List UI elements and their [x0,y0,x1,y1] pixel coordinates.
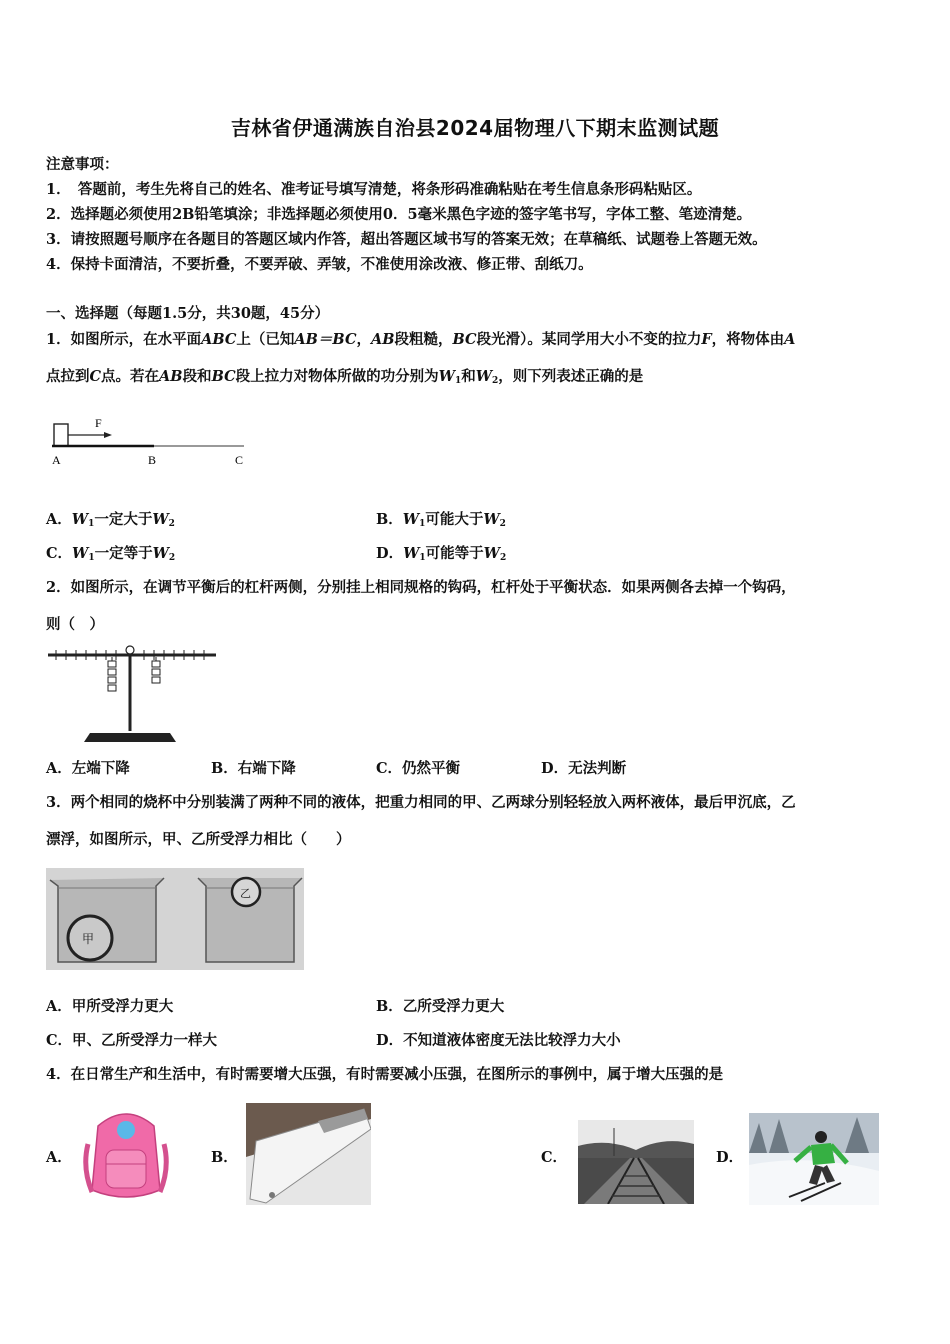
q4-option-c-label[interactable]: C． [541,1149,568,1166]
notice-item: 3．请按照题号顺序在各题目的答题区域内作答，超出答题区域书写的答案无效；在草稿纸、试题卷上答题无效。 [46,231,767,248]
stand-base [84,733,176,742]
q2-stem-line2: 则（ ） [46,616,104,633]
q2-option-a[interactable]: A．左端下降 [46,760,130,777]
label-yi: 乙 [240,888,251,900]
pivot [126,646,134,654]
section-heading: 一、选择题（每题1.5分，共30题，45分） [46,305,330,322]
block [54,424,68,446]
left-hooked-weights [108,657,116,691]
q1-option-a[interactable]: A．$W_1$一定大于$W_2$ [46,511,175,529]
q2-option-d[interactable]: D．无法判断 [541,760,627,777]
q3-stem-line2: 漂浮，如图所示，甲、乙所受浮力相比（ ） [46,831,351,848]
notice-item: 4．保持卡面清洁，不要折叠，不要弄破、弄皱，不准使用涂改液、修正带、刮纸刀。 [46,256,593,273]
q3-option-c[interactable]: C．甲、乙所受浮力一样大 [46,1032,218,1049]
label-jia: 甲 [82,932,95,946]
notice-item: 1． 答题前，考生先将自己的姓名、准考证号填写清楚，将条形码准确粘贴在考生信息条形码粘贴区。 [46,181,702,198]
lever-figure [46,643,221,745]
force-arrowhead [104,432,112,438]
backpack-image[interactable] [80,1104,172,1206]
q3-option-a[interactable]: A．甲所受浮力更大 [46,998,174,1015]
notice-heading: 注意事项： [46,156,119,173]
q1-option-c[interactable]: C．$W_1$一定等于$W_2$ [46,545,176,563]
q2-option-b[interactable]: B．右端下降 [211,760,296,777]
q1-option-d[interactable]: D．$W_1$可能等于$W_2$ [376,545,507,563]
q1-stem-line2: 点拉到C点。若在AB段和BC段上拉力对物体所做的功分别为$W_1$和$W_2$，则下列表述正确的是 [46,368,644,386]
beakers-figure [46,868,304,970]
label-F: F [95,416,102,430]
q2-stem-line1: 2．如图所示，在调节平衡后的杠杆两侧，分别挂上相同规格的钩码，杠杆处于平衡状态．如果两侧各去掉一个钩码， [46,579,796,596]
q3-option-d[interactable]: D．不知道液体密度无法比较浮力大小 [376,1032,621,1049]
skier-image[interactable] [749,1113,879,1205]
knife-image[interactable] [246,1103,371,1205]
q4-option-a-label[interactable]: A． [46,1149,72,1166]
railway-image[interactable] [578,1120,694,1204]
label-C: C [235,453,244,467]
notice-item: 2．选择题必须使用2B铅笔填涂；非选择题必须使用0．5毫米黑色字迹的签字笔书写，字体工整、笔迹清楚。 [46,206,752,223]
q1-figure [46,412,256,472]
right-hooked-weights [152,657,160,683]
q3-stem-line1: 3．两个相同的烧杯中分别装满了两种不同的液体，把重力相同的甲、乙两球分别轻轻放入两杯液体，最后甲沉底，乙 [46,794,796,811]
q1-option-b[interactable]: B．$W_1$可能大于$W_2$ [376,511,506,529]
q4-option-b-label[interactable]: B． [211,1149,238,1166]
q1-stem-line1: 1．如图所示，在水平面ABC上（已知AB＝BC，AB段粗糙，BC段光滑）。某同学用大小不变的拉力F，将物体由A [46,331,796,348]
q3-option-b[interactable]: B．乙所受浮力更大 [376,998,505,1015]
label-B: B [148,453,157,467]
q2-option-c[interactable]: C．仍然平衡 [376,760,461,777]
q4-option-d-label[interactable]: D． [716,1149,744,1166]
page-title: 吉林省伊通满族自治县2024届物理八下期末监测试题 [230,116,720,140]
label-A: A [52,453,61,467]
q4-stem: 4．在日常生产和生活中，有时需要增大压强，有时需要减小压强，在图所示的事例中，属于增大压强的是 [46,1066,724,1083]
